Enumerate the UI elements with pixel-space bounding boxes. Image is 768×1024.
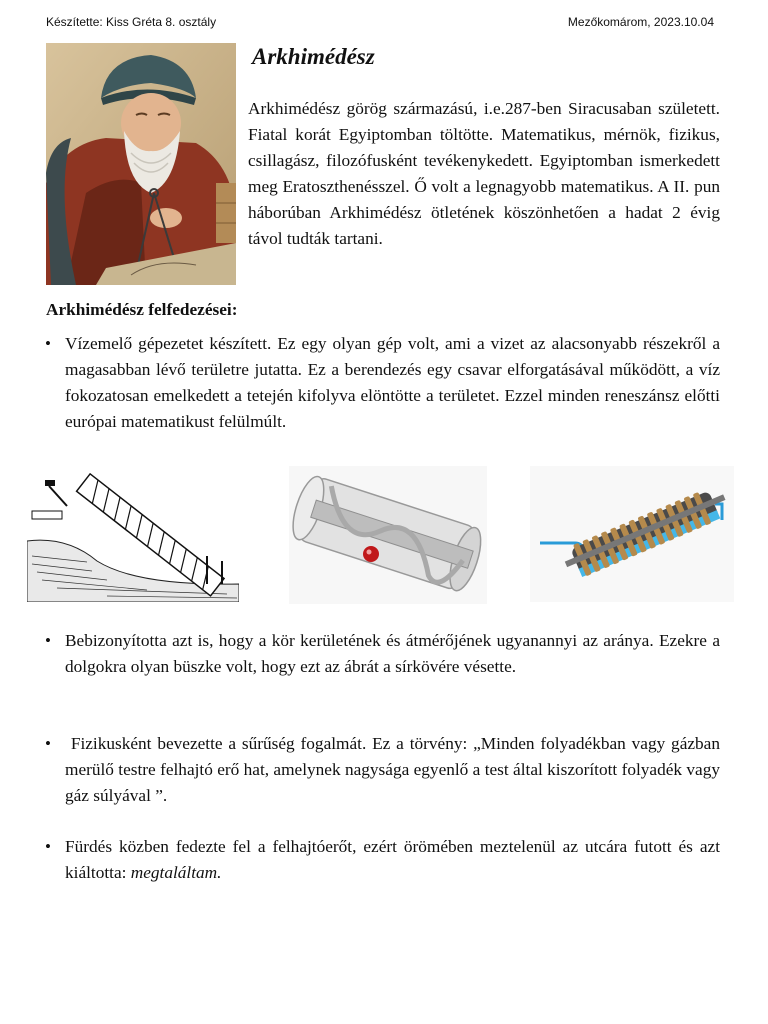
discovery-item — [45, 834, 725, 886]
discovery-item — [45, 731, 725, 809]
bullet-icon: • — [45, 631, 51, 650]
discovery-emphasis: megtaláltam. — [130, 863, 222, 882]
screw-3d-model-image — [530, 466, 734, 602]
header-author: Készítette: Kiss Gréta 8. osztály — [46, 15, 217, 29]
discovery-item — [45, 628, 720, 680]
screw-cylinder-image — [289, 466, 487, 604]
bullet-icon: • — [45, 334, 51, 353]
screw-engraving-image — [27, 466, 239, 602]
discovery-text: Bebizonyította azt is, hogy a kör kerületének és átmérőjének ugyanannyi az aránya. Ezekre a dolgokra olyan büszke volt, hogy ezt az ábrát a sírkövére vésette. — [65, 631, 720, 676]
discoveries-heading: Arkhimédész felfedezései: — [46, 300, 238, 319]
discovery-text: Fürdés közben fedezte fel a felhajtóerőt, ezért örömében meztelenül az utcára futott és azt kiáltotta: — [65, 837, 725, 882]
header-place-date: Mezőkomárom, 2023.10.04 — [567, 15, 714, 29]
discovery-text: Vízemelő gépezetet készített. Ez egy olyan gép volt, ami a vizet az alacsonyabb részekről a magasabban lévő területre jutatta. Ez a berendezés egy csavar elforgatásával működött, a víz fokozatosan emelkedett a tetején kifolyva elöntötte a területet. Ezzel minden reneszánsz előtti európai matematikust felülmúlt. — [65, 334, 720, 431]
page-title: Arkhimédész — [252, 44, 375, 69]
archimedes-portrait-image — [46, 43, 236, 285]
discovery-text: Fizikusként bevezette a sűrűség fogalmát. Ez a törvény: „Minden folyadékban vagy gázban merülő testre felhajtó erő hat, amelynek nagysága egyenlő a test által kiszorított folyadék vagy gáz súlyával ”. — [65, 734, 725, 805]
intro-paragraph: Arkhimédész görög származású, i.e.287-ben Siracusaban született. Fiatal korát Egyiptomban töltötte. Matematikus, mérnök, fizikus, csillagász, filozófusként tevékenykedett. Egyiptomban ismerkedett meg Eratoszthenésszel. Ő volt a legnagyobb matematikus. A II. pun háborúban Arkhimédész ötletének köszönhetően a hadat 2 évig távol tudták tartani. — [248, 99, 720, 248]
bullet-icon: • — [45, 837, 51, 856]
discovery-item — [45, 331, 720, 435]
bullet-icon: • — [45, 734, 51, 753]
